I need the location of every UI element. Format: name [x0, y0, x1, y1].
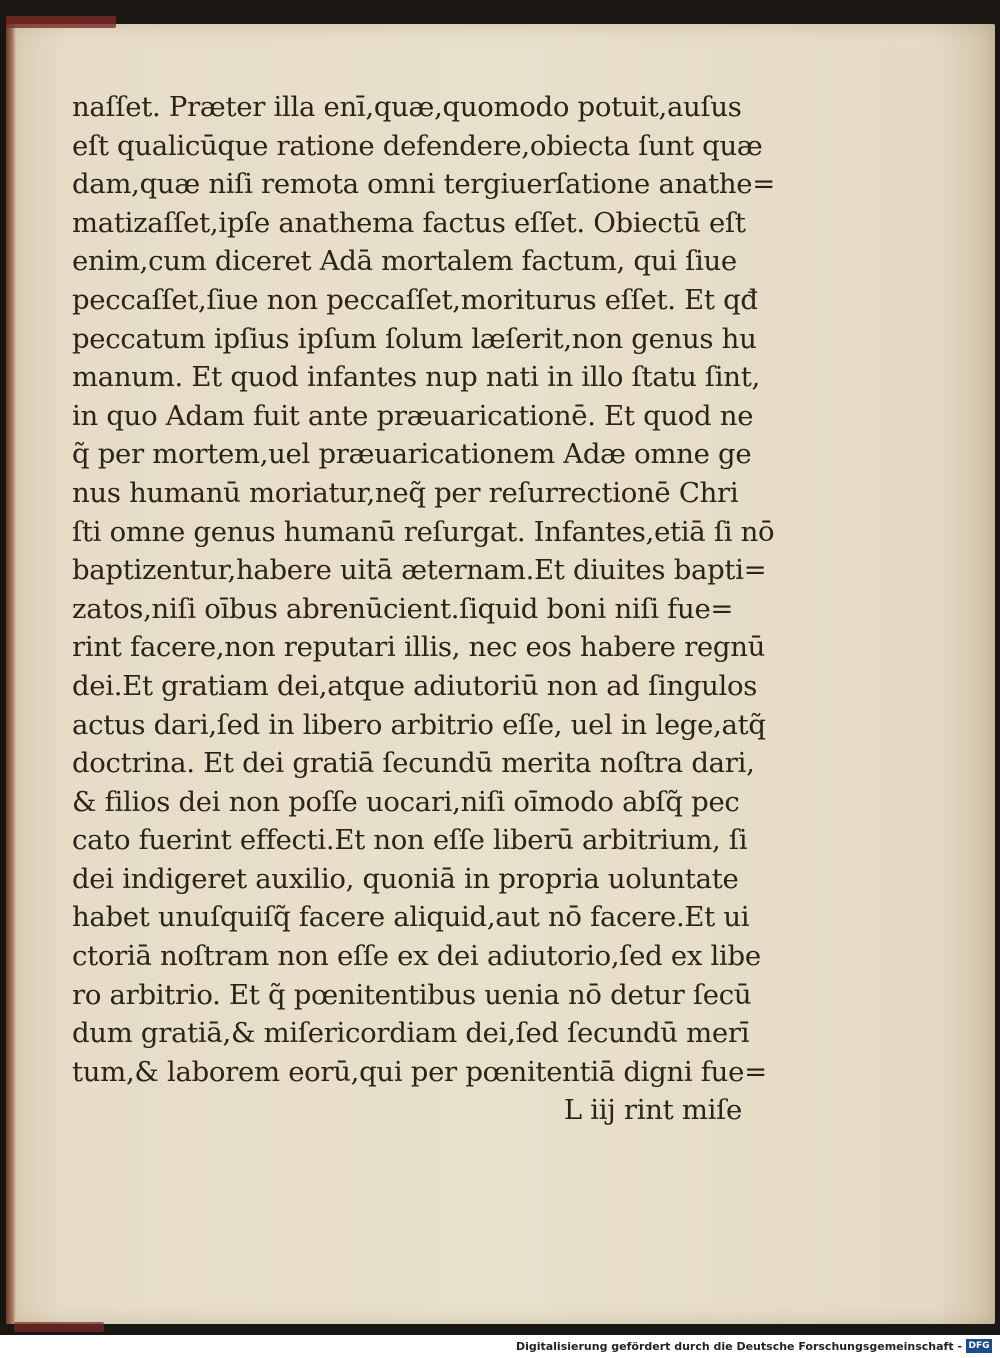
text-block — [72, 88, 775, 1130]
book-page — [6, 24, 995, 1324]
text-line-13: baptizentur,habere uitā æternam.Et diuites bapti= — [72, 554, 767, 587]
text-line-5: enim,cum diceret Adā mortalem factum, qui ſiue — [72, 245, 737, 278]
text-line-4: matizaſſet,ipſe anathema factus eſſet. Obiectū eſt — [72, 206, 746, 239]
dfg-logo-icon[interactable]: DFG — [966, 1339, 992, 1353]
text-line-15: rint facere,non reputari illis, nec eos habere regnū — [72, 631, 766, 664]
text-line-16: dei.Et gratiam dei,atque adiutoriū non ad ſingulos — [72, 669, 758, 702]
text-line-9: in quo Adam fuit ante præuaricationē. Et quod ne — [72, 399, 754, 432]
text-line-3: dam,quæ niſi remota omni tergiuerſatione anathe= — [72, 168, 775, 201]
bottom-edge-stain — [14, 1322, 104, 1332]
text-line-14: zatos,niſi oībus abrenūcient.ſiquid boni niſi fue= — [72, 592, 734, 625]
text-line-20: cato fuerint effecti.Et non eſſe liberū arbitrium, ſi — [72, 824, 748, 857]
text-line-2: eſt qualicūque ratione defendere,obiecta ſunt quæ — [72, 129, 763, 162]
text-line-25: dum gratiā,& miſericordiam dei,ſed ſecundū merī — [72, 1017, 750, 1050]
text-line-18: doctrina. Et dei gratiā ſecundū merita noſtra dari, — [72, 747, 755, 780]
text-line-23: ctoriā noſtram non eſſe ex dei adiutorio,ſed ex libe — [72, 940, 761, 973]
text-line-6: peccaſſet,ſiue non peccaſſet,moriturus eſſet. Et qđ — [72, 283, 758, 316]
text-line-10: q̃ per mortem,uel præuaricationem Adæ omne ge — [72, 438, 752, 471]
footer-bar — [0, 1336, 1000, 1358]
text-line-8: manum. Et quod infantes nup nati in illo ſtatu ſint, — [72, 361, 760, 394]
text-line-12: ſti omne genus humanū reſurgat. Infantes,etiā ſi nō — [72, 515, 775, 548]
text-line-11: nus humanū moriatur,neq̃ per reſurrectionē Chri — [72, 476, 739, 509]
text-line-24: ro arbitrio. Et q̃ pœnitentibus uenia nō detur ſecū — [72, 978, 752, 1011]
text-line-1: naſſet. Præter illa enī,quæ,quomodo potuit,auſus — [72, 91, 742, 123]
text-line-21: dei indigeret auxilio, quoniā in propria uoluntate — [72, 862, 739, 895]
top-edge-stain — [6, 16, 116, 28]
signature-catchword-line: L iij rint miſe — [563, 1094, 742, 1127]
funding-credit: Digitalisierung gefördert durch die Deutsche Forschungsgemeinschaft - — [515, 1340, 962, 1353]
page-binding-edge — [6, 24, 16, 1324]
text-line-19: & filios dei non poſſe uocari,niſi oīmodo abſq̃ pec — [72, 785, 740, 818]
text-line-7: peccatum ipſius ipſum ſolum læſerit,non genus hu — [72, 322, 757, 355]
text-line-26: tum,& laborem eorū,qui per pœnitentiā digni fue= — [72, 1055, 767, 1088]
text-line-22: habet unuſquiſq̃ facere aliquid,aut nō facere.Et ui — [72, 901, 750, 934]
text-line-17: actus dari,ſed in libero arbitrio eſſe, uel in lege,atq̃ — [72, 708, 766, 741]
